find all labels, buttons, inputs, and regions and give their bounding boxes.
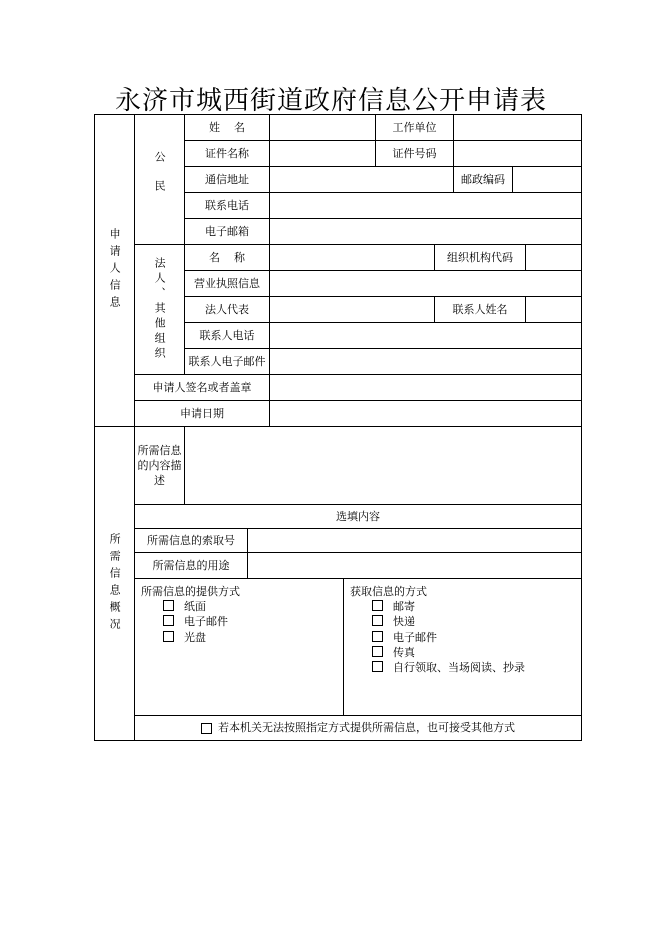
citizen-label [134,114,184,244]
email-label-text: 电子邮箱 [205,224,249,238]
date-field[interactable] [269,400,582,426]
provide-option-paper[interactable] [163,600,337,613]
license-label [184,270,269,296]
postcode-label-text: 邮政编码 [461,172,505,186]
checkbox-icon[interactable] [163,631,174,642]
provide-option-email-label: 电子邮件 [184,615,228,629]
obtain-option-express-label: 快递 [393,615,415,629]
contact-phone-label [184,322,269,348]
date-label [134,400,269,426]
optional-header [134,504,582,528]
org-name-label-text: 名 称 [209,250,245,264]
request-section-text: 所需信息概况 [108,532,122,635]
other-method-row[interactable] [134,715,582,741]
request-section-label [94,426,134,741]
id-number-label-text: 证件号码 [392,146,437,160]
obtain-method-title: 获取信息的方式 [350,585,427,598]
content-desc-field[interactable] [184,426,582,504]
postcode-field[interactable] [512,166,582,192]
contact-email-label-text: 联系人电子邮件 [188,354,266,368]
signature-field[interactable] [269,374,582,400]
provide-method-title: 所需信息的提供方式 [141,585,240,598]
purpose-label-text: 所需信息的用途 [152,558,230,572]
legal-rep-label [184,296,269,322]
applicant-section-text: 申请人信息 [108,228,122,313]
provide-method-block [134,578,343,715]
org-label-text: 法人、其他组织 [153,257,167,362]
contact-name-label [434,296,525,322]
postcode-label [453,166,512,192]
id-number-label [375,140,453,166]
index-no-label [134,528,247,552]
applicant-section-label [94,114,134,426]
checkbox-icon[interactable] [372,661,383,672]
content-desc-label [134,426,184,504]
application-form [94,114,582,741]
obtain-option-fax[interactable] [372,646,575,659]
email-label [184,218,269,244]
contact-email-label [184,348,269,374]
org-label [134,244,184,374]
purpose-label [134,552,247,578]
org-name-field[interactable] [269,244,434,270]
checkbox-icon[interactable] [201,723,212,734]
legal-rep-label-text: 法人代表 [205,302,249,316]
page-title: 永济市城西街道政府信息公开申请表 [114,86,547,116]
address-field[interactable] [269,166,453,192]
org-code-field[interactable] [525,244,582,270]
org-name-label [184,244,269,270]
id-type-label-text: 证件名称 [205,146,249,160]
obtain-option-mail[interactable] [372,600,575,613]
contact-name-label-text: 联系人姓名 [452,302,508,316]
checkbox-icon[interactable] [372,600,383,611]
obtain-option-email-label: 电子邮件 [393,630,437,644]
obtain-option-email[interactable] [372,631,575,644]
index-no-label-text: 所需信息的索取号 [147,533,235,547]
work-unit-field[interactable] [453,114,582,140]
optional-header-text: 选填内容 [336,509,380,523]
name-field[interactable] [269,114,375,140]
org-code-label [434,244,525,270]
provide-option-paper-label: 纸面 [184,600,206,614]
phone-field[interactable] [269,192,582,218]
obtain-option-self-label: 自行领取、当场阅读、抄录 [393,660,525,674]
obtain-option-self[interactable] [372,661,575,674]
work-unit-label-text: 工作单位 [392,120,437,134]
id-type-label [184,140,269,166]
address-label-text: 通信地址 [205,172,249,186]
checkbox-icon[interactable] [372,615,383,626]
address-label [184,166,269,192]
org-code-label-text: 组织机构代码 [447,250,513,264]
date-label-text: 申请日期 [180,406,224,420]
obtain-option-express[interactable] [372,615,575,628]
provide-option-disc-label: 光盘 [184,630,206,644]
work-unit-label [375,114,453,140]
checkbox-icon[interactable] [372,646,383,657]
license-label-text: 营业执照信息 [194,276,260,290]
obtain-option-fax-label: 传真 [393,645,415,659]
phone-label-text: 联系电话 [205,198,249,212]
signature-label [134,374,269,400]
id-type-field[interactable] [269,140,375,166]
contact-name-field[interactable] [525,296,582,322]
license-field[interactable] [269,270,582,296]
citizen-label-text: 公民 [153,150,167,209]
name-label-text: 姓 名 [209,120,245,134]
index-no-field[interactable] [247,528,582,552]
checkbox-icon[interactable] [163,600,174,611]
obtain-option-mail-label: 邮寄 [393,600,415,614]
provide-option-email[interactable] [163,615,337,628]
id-number-field[interactable] [453,140,582,166]
checkbox-icon[interactable] [163,615,174,626]
obtain-method-block [343,578,582,715]
other-method-label: 若本机关无法按照指定方式提供所需信息，也可接受其他方式 [218,721,515,735]
contact-phone-field[interactable] [269,322,582,348]
contact-email-field[interactable] [269,348,582,374]
content-desc-label-text: 所需信息的内容描述 [137,444,182,487]
checkbox-icon[interactable] [372,631,383,642]
legal-rep-field[interactable] [269,296,434,322]
signature-label-text: 申请人签名或者盖章 [152,380,252,394]
phone-label [184,192,269,218]
contact-phone-label-text: 联系人电话 [199,328,255,342]
email-field[interactable] [269,218,582,244]
provide-option-disc[interactable] [163,631,337,644]
name-label [184,114,269,140]
purpose-field[interactable] [247,552,582,578]
